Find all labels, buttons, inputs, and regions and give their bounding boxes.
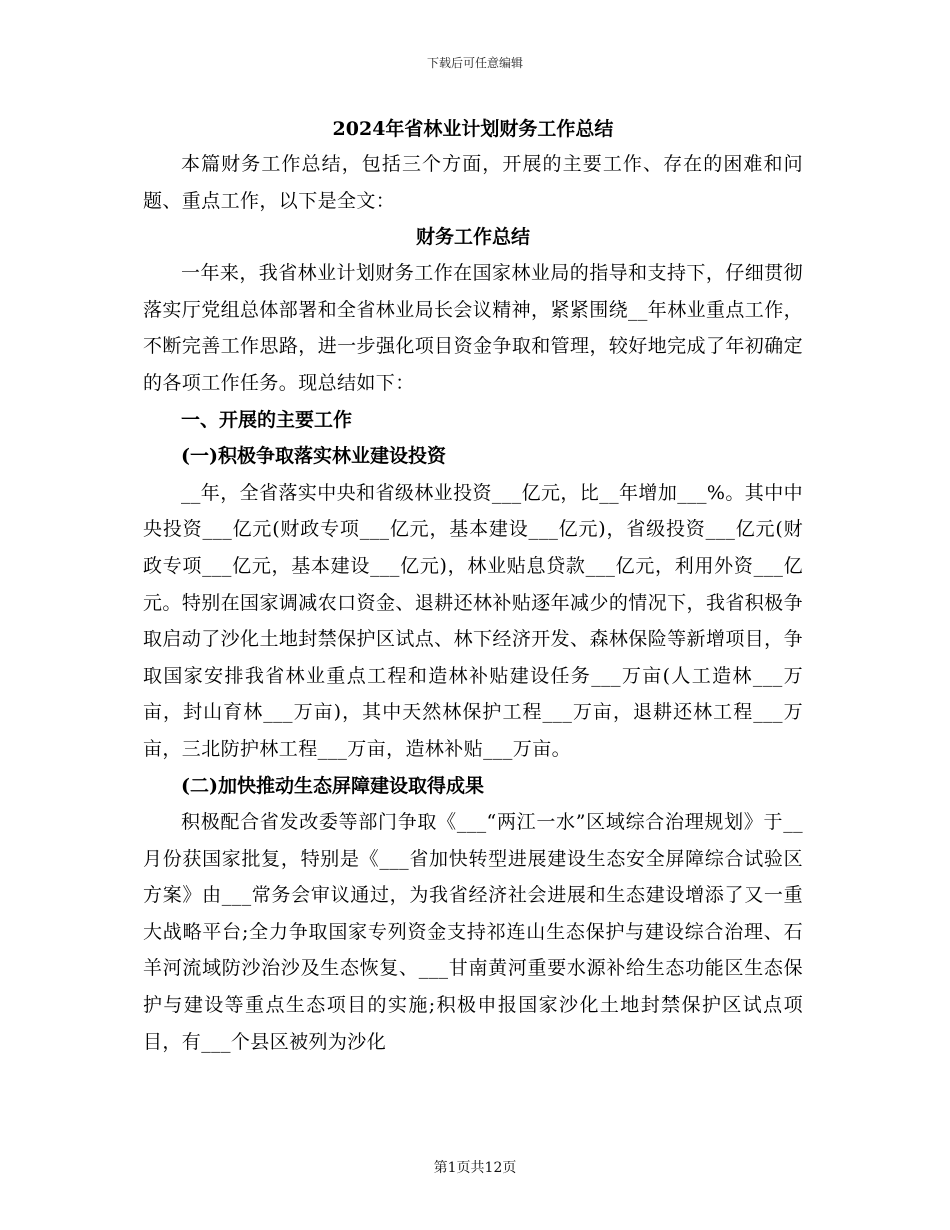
paragraph-investment: __年，全省落实中央和省级林业投资___亿元，比__年增加___%。其中中央投资___亿元(财政专项___亿元，基本建设___亿元)，省级投资___亿元(财政专项___亿元，基本建设___亿元)，林业贴息贷款___亿元，利用外资___亿元。特别在国家调减农口资金、退耕还林补贴逐年减少的情况下，我省积极争取启动了沙化土地封禁保护区试点、林下经济开发、森林保险等新增项目，争取国家安排我省林业重点工程和造林补贴建设任务___万亩(人工造林___万亩，封山育林___万亩)，其中天然林保护工程___万亩，退耕还林工程___万亩，三北防护林工程___万亩，造林补贴___万亩。	[143, 481, 803, 760]
subsection-heading-ecological-barrier: (二)加快推动生态屏障建设取得成果	[181, 774, 484, 797]
subsection-heading-investment: (一)积极争取落实林业建设投资	[181, 445, 446, 468]
paragraph-overview: 一年来，我省林业计划财务工作在国家林业局的指导和支持下，仔细贯彻落实厅党组总体部署和全省林业局长会议精神，紧紧围绕__年林业重点工作，不断完善工作思路，进一步强化项目资金争取和管理，较好地完成了年初确定的各项工作任务。现总结如下：	[143, 262, 804, 394]
document-title: 2024年省林业计划财务工作总结	[332, 118, 614, 140]
paragraph-ecological-barrier: 积极配合省发改委等部门争取《___“两江一水”区域综合治理规划》于__月份获国家批复，特别是《___省加快转型进展建设生态安全屏障综合试验区方案》由___常务会审议通过，为我省经济社会进展和生态建设增添了又一重大战略平台;全力争取国家专列资金支持祁连山生态保护与建设综合治理、石羊河流域防沙治沙及生态恢复、___甘南黄河重要水源补给生态功能区生态保护与建设等重点生态项目的实施;积极申报国家沙化土地封禁保护区试点项目，有___个县区被列为沙化	[143, 811, 803, 1053]
header-note: 下载后可任意编辑	[426, 56, 523, 70]
page-footer: 第1页共12页	[433, 1160, 517, 1176]
section-heading-main-work: 一、开展的主要工作	[181, 408, 353, 431]
document-subtitle: 财务工作总结	[415, 226, 530, 249]
document-body	[143, 112, 803, 1060]
intro-paragraph: 本篇财务工作总结，包括三个方面，开展的主要工作、存在的困难和问题、重点工作，以下是全文：	[143, 153, 803, 212]
